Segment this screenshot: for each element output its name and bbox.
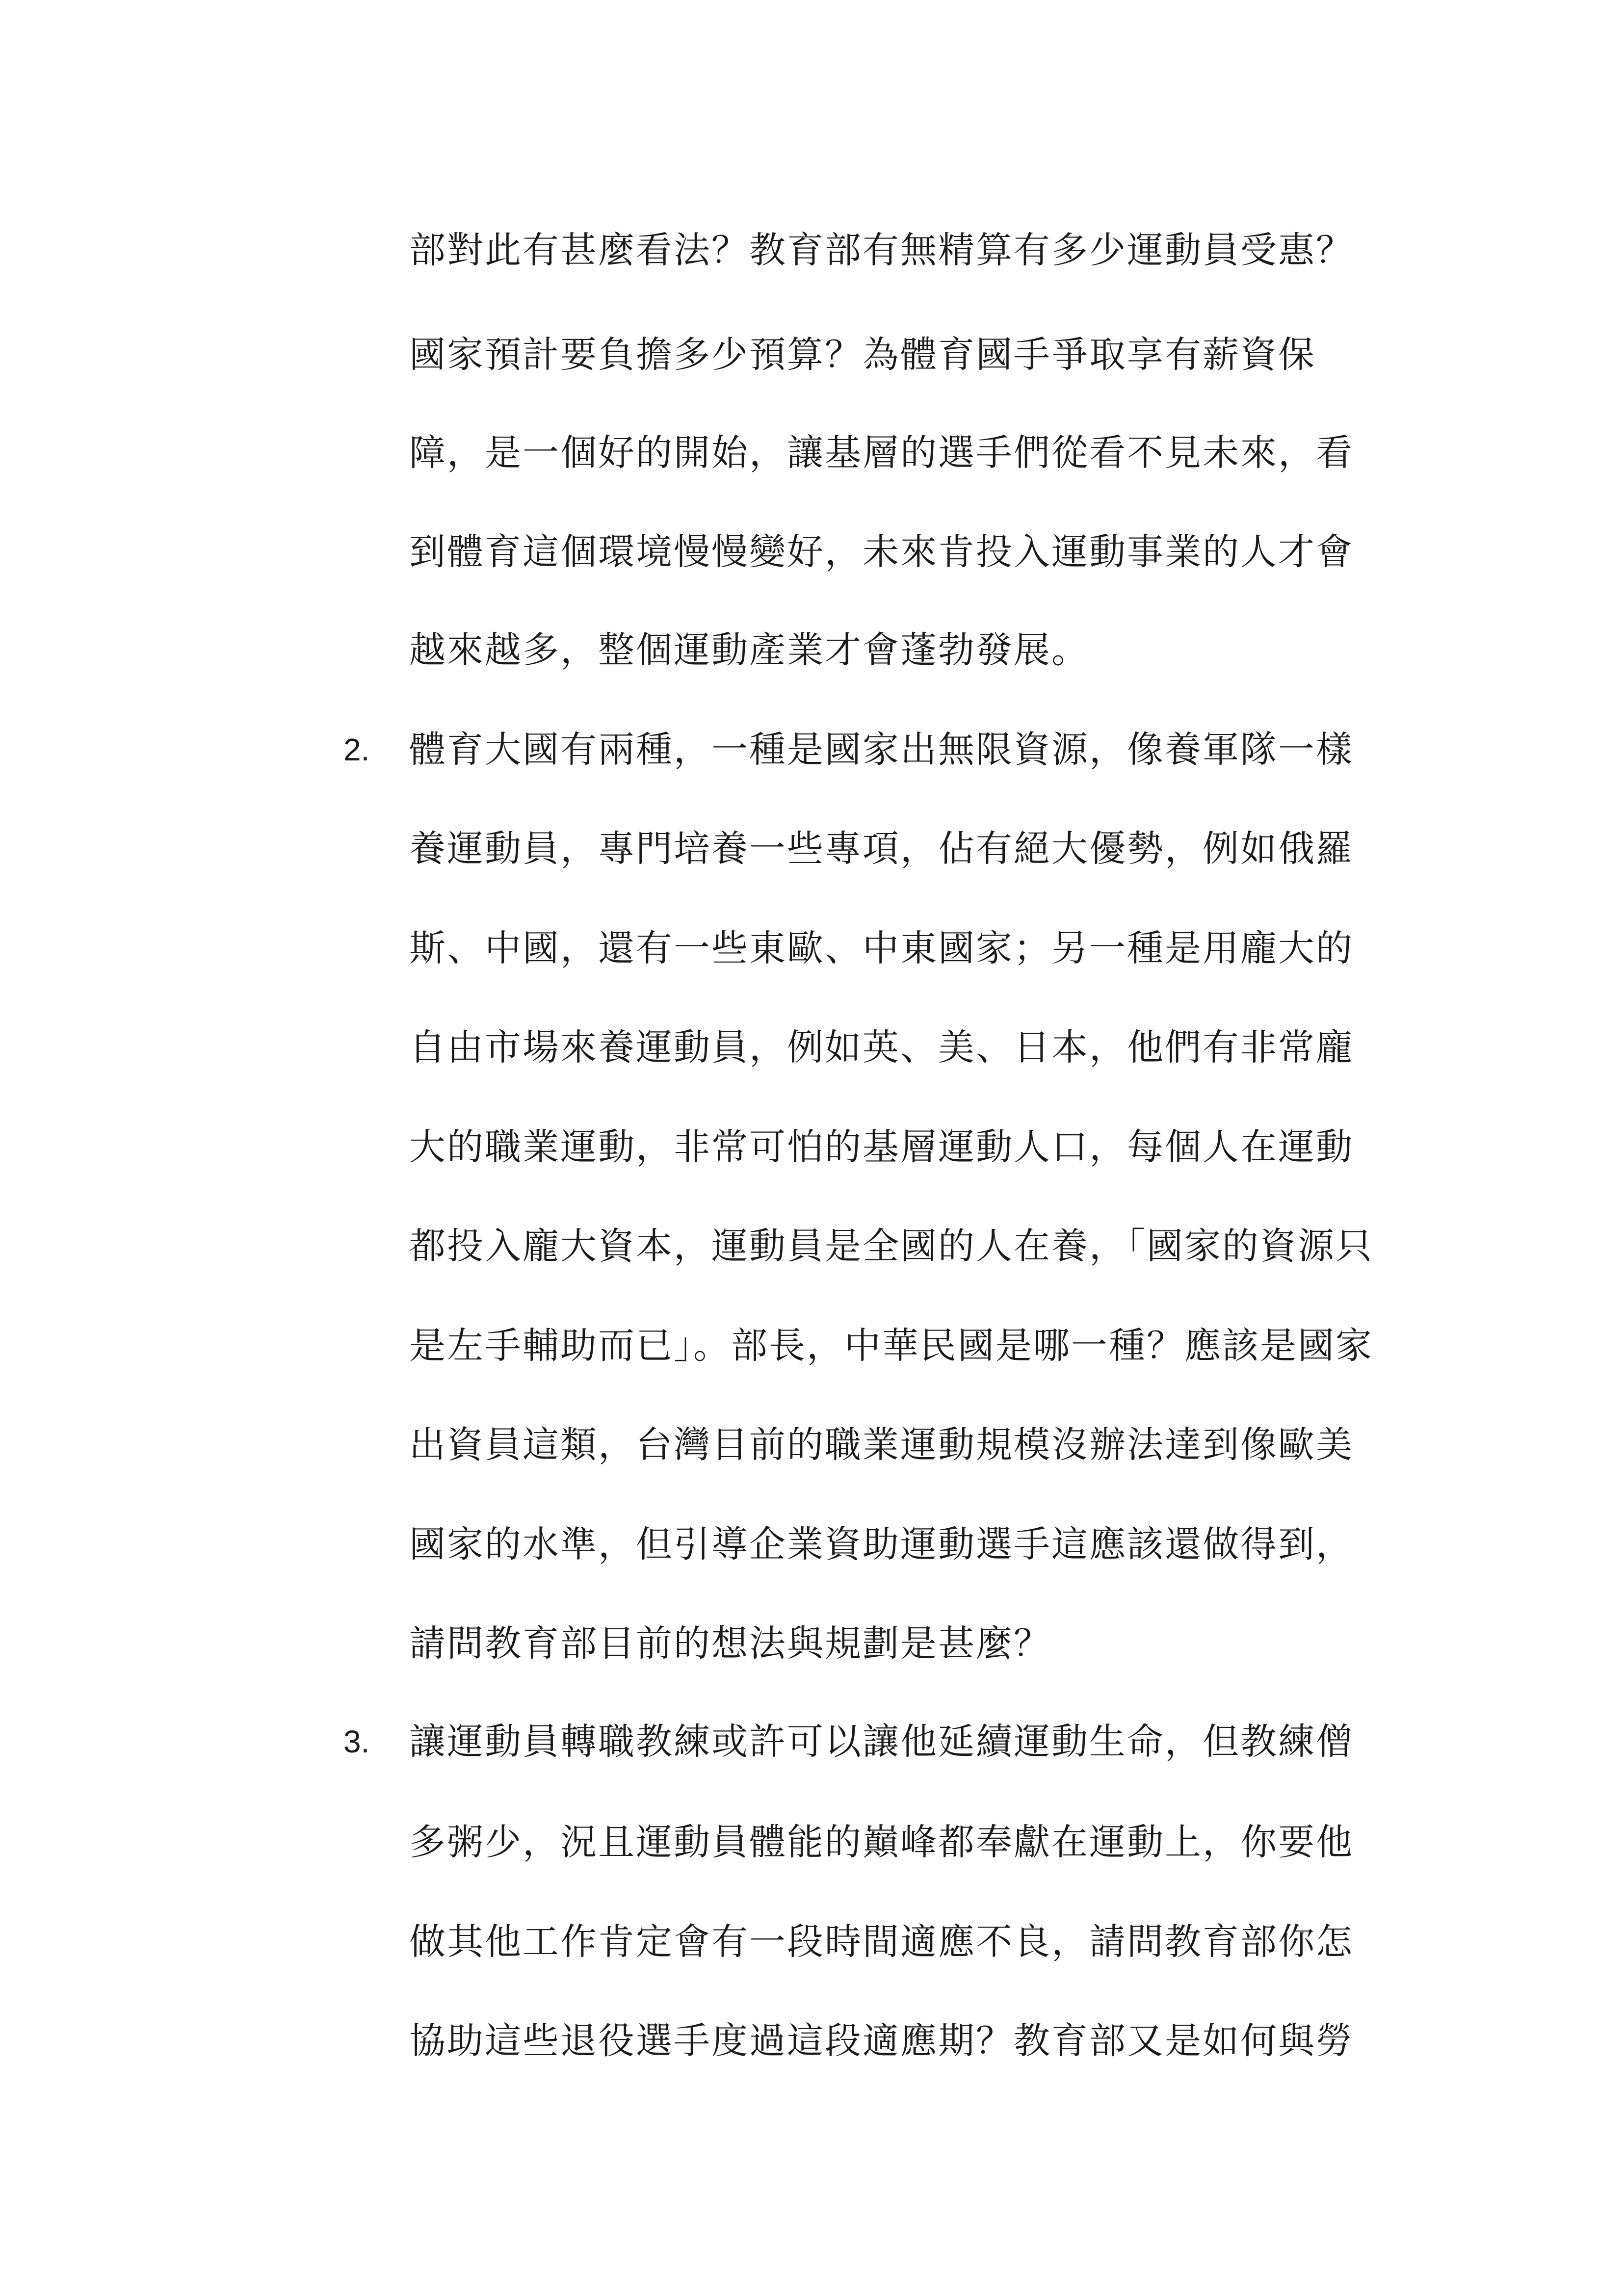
paragraph-line: 讓運動員轉職教練或許可以讓他延續運動生命，但教練僧 bbox=[409, 1721, 1354, 1763]
paragraph-line: 體育大國有兩種，一種是國家出無限資源，像養軍隊一樣 bbox=[409, 729, 1354, 771]
paragraph-line: 越來越多，整個運動產業才會蓬勃發展。 bbox=[409, 629, 1089, 671]
paragraph-line: 自由市場來養運動員，例如英、美、日本，他們有非常龐 bbox=[409, 1026, 1354, 1069]
paragraph-line: 多粥少，況且運動員體能的巔峰都奉獻在運動上，你要他 bbox=[409, 1821, 1354, 1863]
paragraph-line: 出資員這類，台灣目前的職業運動規模沒辦法達到像歐美 bbox=[409, 1424, 1354, 1466]
paragraph-line: 都投入龐大資本，運動員是全國的人在養，「國家的資源只 bbox=[409, 1225, 1373, 1267]
paragraph-line: 協助這些退役選手度過這段適應期？教育部又是如何與勞 bbox=[409, 2020, 1354, 2062]
paragraph-line: 斯、中國，還有一些東歐、中東國家；另一種是用龐大的 bbox=[409, 927, 1354, 969]
paragraph-line: 是左手輔助而已」。部長，中華民國是哪一種？應該是國家 bbox=[409, 1325, 1373, 1367]
paragraph-line: 到體育這個環境慢慢變好，未來肯投入運動事業的人才會 bbox=[409, 531, 1354, 573]
list-item-number: 3. bbox=[343, 1724, 370, 1759]
paragraph-line: 國家的水準，但引導企業資助運動選手這應該還做得到， bbox=[409, 1523, 1354, 1565]
paragraph-line: 障，是一個好的開始，讓基層的選手們從看不見未來，看 bbox=[409, 432, 1354, 474]
paragraph-line: 部對此有甚麼看法？教育部有無精算有多少運動員受惠？ bbox=[409, 229, 1354, 271]
paragraph-line: 養運動員，專門培養一些專項，佔有絕大優勢，例如俄羅 bbox=[409, 828, 1354, 870]
paragraph-line: 請問教育部目前的想法與規劃是甚麼？ bbox=[409, 1622, 1051, 1665]
list-item-number: 2. bbox=[343, 732, 370, 767]
paragraph-line: 國家預計要負擔多少預算？為體育國手爭取享有薪資保 bbox=[409, 334, 1316, 376]
paragraph-line: 做其他工作肯定會有一段時間適應不良，請問教育部你怎 bbox=[409, 1921, 1354, 1963]
paragraph-line: 大的職業運動，非常可怕的基層運動人口，每個人在運動 bbox=[409, 1126, 1354, 1168]
